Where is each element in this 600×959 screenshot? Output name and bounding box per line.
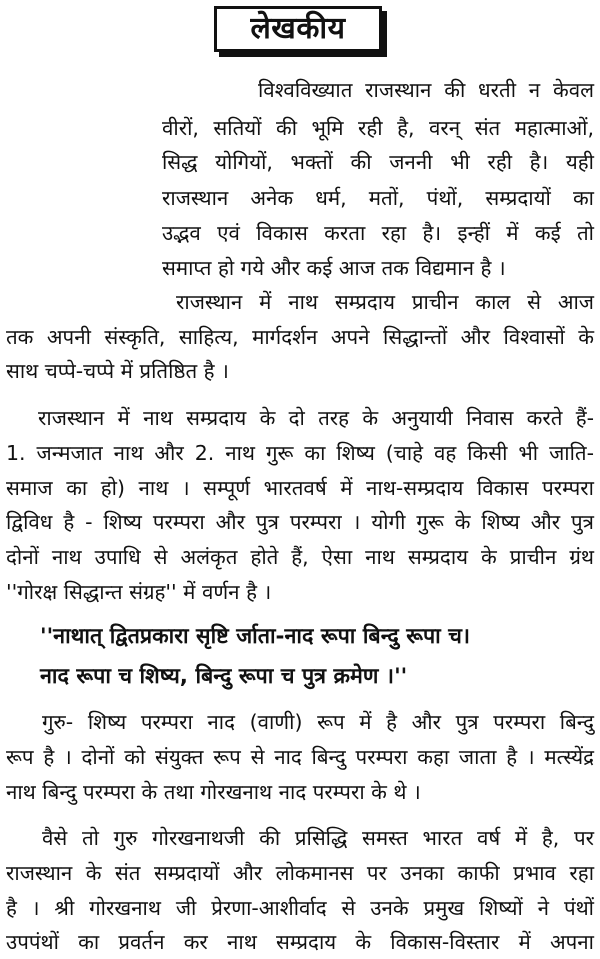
text-line: दोनों नाथ उपाधि से अलंकृत होते हैं, ऐसा नाथ सम्प्रदाय के प्राचीन ग्रंथ	[6, 545, 594, 569]
text-line: रूप है । दोनों को संयुक्त रूप से नाद बिन्दु परम्परा कहा जाता है । मत्स्येंद्र	[6, 745, 594, 769]
text-line: उपपंथों का प्रवर्तन कर नाथ सम्प्रदाय के विकास-विस्तार में अपना	[6, 930, 594, 954]
verse-line: नाद रूपा च शिष्य, बिन्दु रूपा च पुत्र क्रमेण ।''	[40, 664, 408, 689]
text-line: राजस्थान में नाथ सम्प्रदाय के दो तरह के अनुयायी निवास करते हैं-	[38, 406, 594, 430]
text-line: विश्वविख्यात राजस्थान की धरती न केवल	[258, 78, 594, 102]
text-line: साथ चप्पे-चप्पे में प्रतिष्ठित है ।	[6, 359, 229, 383]
text-line: ''गोरक्ष सिद्धान्त संग्रह'' में वर्णन है ।	[6, 580, 272, 604]
text-line: गुरु- शिष्य परम्परा नाद (वाणी) रूप में है और पुत्र परम्परा बिन्दु	[42, 710, 594, 734]
text-line: वैसे तो गुरु गोरखनाथजी की प्रसिद्धि समस्त भारत वर्ष में है, पर	[42, 826, 594, 850]
text-line: 1. जन्मजात नाथ और 2. नाथ गुरू का शिष्य (चाहे वह किसी भी जाति-	[6, 441, 594, 465]
text-line: द्विविध है - शिष्य परम्परा और पुत्र परम्परा । योगी गुरू के शिष्य और पुत्र	[6, 510, 594, 534]
text-line: समाज का हो) नाथ । सम्पूर्ण भारतवर्ष में नाथ-सम्प्रदाय विकास परम्परा	[6, 476, 594, 500]
text-line: तक अपनी संस्कृति, साहित्य, मार्गदर्शन अपने सिद्धान्तों और विश्वासों के	[6, 325, 594, 349]
title-box	[214, 6, 382, 52]
page-title: लेखकीय	[250, 11, 346, 46]
text-line: राजस्थान अनेक धर्म, मतों, पंथों, सम्प्रदायों का	[162, 186, 594, 210]
text-line: सिद्ध योगियों, भक्तों की जननी भी रही है। यही	[162, 150, 594, 174]
text-line: वीरों, सतियों की भूमि रही है, वरन् संत महात्माओं,	[162, 116, 594, 140]
text-line: है । श्री गोरखनाथ जी प्रेरणा-आशीर्वाद से उनके प्रमुख शिष्यों ने पंथों	[6, 896, 594, 920]
text-line: उद्भव एवं विकास करता रहा है। इन्हीं में कई तो	[162, 221, 594, 245]
text-line: समाप्त हो गये और कई आज तक विद्यमान है ।	[162, 256, 506, 280]
verse-line: ''नाथात् द्वितप्रकारा सृष्टि र्जाता-नाद रूपा बिन्दु रूपा च।	[40, 624, 471, 649]
text-line: राजस्थान में नाथ सम्प्रदाय प्राचीन काल से आज	[176, 290, 594, 314]
text-line: राजस्थान के संत सम्प्रदायों और लोकमानस पर उनका काफी प्रभाव रहा	[6, 861, 594, 885]
text-line: नाथ बिन्दु परम्परा के तथा गोरखनाथ नाद परम्परा के थे ।	[6, 780, 421, 804]
